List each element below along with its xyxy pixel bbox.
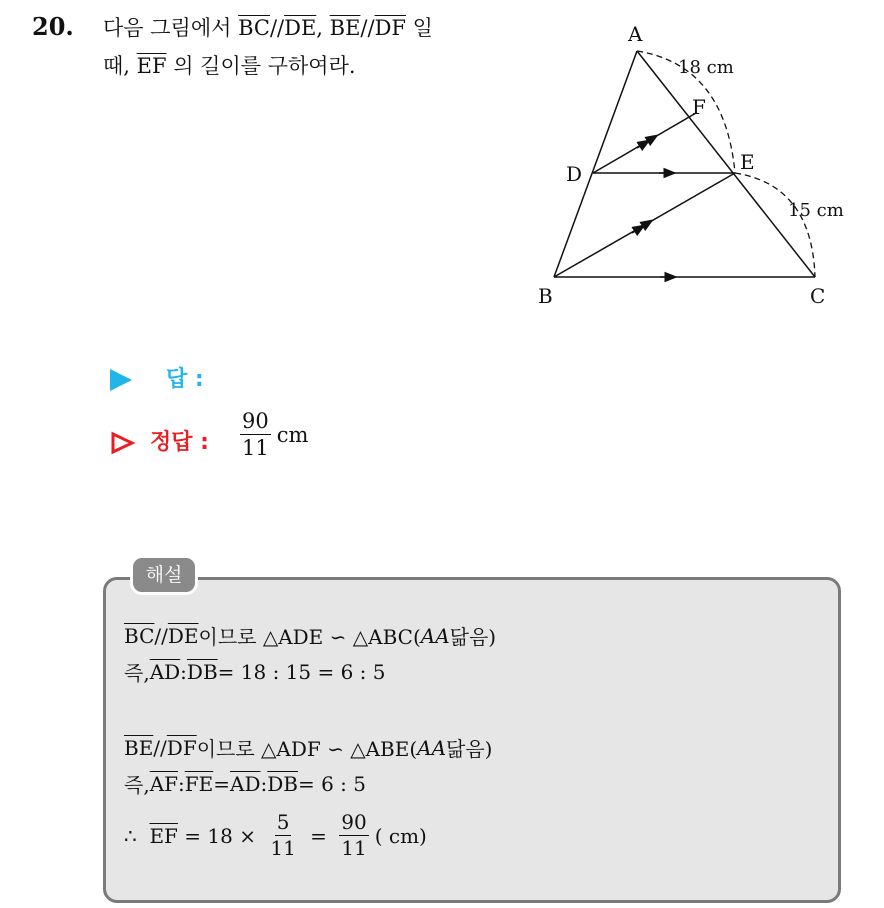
solution-line-1: $\overline{BC}$ // $\overline{DE}$ 이므로 △ADE ∽ △ABC( AA 닮음) [124, 623, 497, 649]
length-ec: 15 cm [788, 200, 844, 221]
correct-answer-row [110, 425, 209, 456]
side-ac [637, 51, 815, 277]
arrow-be-1 [632, 228, 640, 233]
arrow-df-1 [637, 143, 645, 148]
answer-row [110, 362, 204, 393]
segment-de: $\overline{DE}$ [284, 16, 317, 40]
answer-label: 답 : [166, 367, 204, 392]
arrow-be-2 [640, 223, 648, 228]
length-ae: 18 cm [678, 57, 734, 78]
solution-line-4: 즉, $\overline{AF}$ : $\overline{FE}$ = $\overline{AD}$ : $\overline{DB}$ = 6 : 5 [124, 771, 367, 797]
solution-tag: 해설 [130, 555, 198, 595]
question-number: 20. [32, 12, 74, 41]
question-text-line2: 때, $\overline{EF}$ 의 길이를 구하여라. [103, 54, 356, 78]
segment-bc: $\overline{BC}$ [238, 16, 270, 40]
arrow-df-2 [645, 138, 653, 143]
play-outline-icon [110, 431, 136, 455]
label-c: C [810, 284, 826, 308]
answer-fraction: $\frac{90}{11}$ [242, 409, 269, 461]
solution-line-5: ∴ $\overline{EF}$ = 18 × $\frac{5}{11}$ = $\frac{90}{11}$ ( cm) [124, 810, 427, 860]
triangle-figure [520, 15, 860, 315]
solution-line-2: 즉, $\overline{AD}$ : $\overline{DB}$ = 18 : 15 = 6 : 5 [124, 659, 386, 685]
solution-line-3: $\overline{BE}$ // $\overline{DF}$ 이므로 △ADF ∽ △ABE( AA 닮음) [124, 735, 493, 761]
segment-be: $\overline{BE}$ [329, 16, 361, 40]
label-d: D [566, 162, 583, 186]
label-b: B [538, 284, 553, 308]
segment-df: $\overline{DF}$ [374, 16, 406, 40]
play-icon [110, 369, 132, 391]
label-f: F [692, 95, 706, 119]
correct-answer-label: 정답 : [150, 430, 209, 455]
segment-ef: $\overline{EF}$ [136, 54, 167, 78]
question-text-line1: 다음 그림에서 $\overline{BC}//\overline{DE}$, $\overline{BE}//\overline{DF}$ 일 [103, 16, 433, 40]
label-e: E [740, 150, 755, 174]
label-a: A [628, 22, 643, 46]
correct-answer-value: $\frac{90}{11}$ cm [242, 409, 309, 461]
